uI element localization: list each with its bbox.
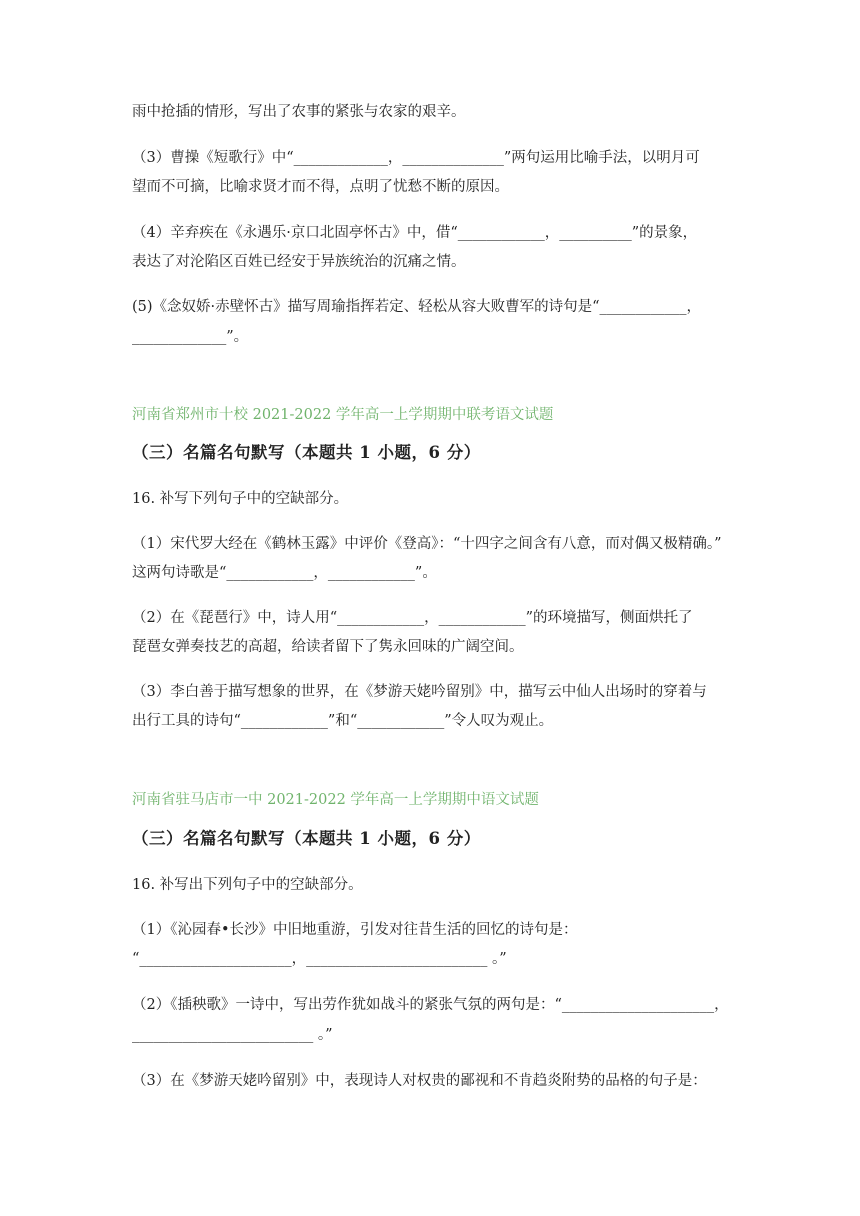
text-line: _________________________ 。” — [132, 1027, 333, 1043]
text-line: （3）曹操《短歌行》中“_____________，______________”两句运用比喻手法，以明月可 — [132, 150, 700, 166]
source-title: 河南省驻马店市一中 2021-2022 学年高一上学期期中语文试题 — [132, 792, 539, 808]
question-number: 16. 补写出下列句子中的空缺部分。 — [132, 877, 363, 893]
text-line: 琵琶女弹奏技艺的高超，给读者留下了隽永回味的广阔空间。 — [132, 639, 524, 655]
text-line: 表达了对沦陷区百姓已经安于异族统治的沉痛之情。 — [132, 254, 466, 270]
text-line: 这两句诗歌是“____________，____________”。 — [132, 565, 437, 581]
question-number: 16. 补写下列句子中的空缺部分。 — [132, 491, 349, 507]
text-line: （4）辛弃疾在《永遇乐·京口北固亭怀古》中，借“____________，__________”的景象， — [132, 225, 698, 241]
text-line: _____________”。 — [132, 329, 249, 345]
text-line: （2）在《琵琶行》中，诗人用“____________，____________”的环境描写，侧面烘托了 — [132, 610, 693, 626]
source-title: 河南省郑州市十校 2021-2022 学年高一上学期期中联考语文试题 — [132, 407, 554, 423]
text-line: 出行工具的诗句“____________”和“____________”令人叹为观止。 — [132, 713, 554, 729]
section-heading: （三）名篇名句默写（本题共 1 小题，6 分） — [132, 443, 481, 462]
text-line: (5)《念奴娇·赤壁怀古》描写周瑜指挥若定、轻松从容大败曹军的诗句是“____________， — [132, 299, 702, 315]
text-line: 雨中抢插的情形，写出了农事的紧张与农家的艰辛。 — [132, 104, 466, 120]
text-line: （1）宋代罗大经在《鹤林玉露》中评价《登高》：“十四字之间含有八意，而对偶又极精确。” — [132, 536, 722, 552]
text-line: （1）《沁园春•长沙》中旧地重游，引发对往昔生活的回忆的诗句是： — [132, 922, 578, 938]
text-line: （2）《插秧歌》一诗中，写出劳作犹如战斗的紧张气氛的两句是：“_____________________， — [132, 997, 729, 1013]
text-line: “_____________________，_________________________ 。” — [132, 951, 507, 967]
section-heading: （三）名篇名句默写（本题共 1 小题，6 分） — [132, 829, 481, 848]
text-line: （3）李白善于描写想象的世界，在《梦游天姥吟留别》中，描写云中仙人出场时的穿着与 — [132, 684, 707, 700]
text-line: （3）在《梦游天姥吟留别》中，表现诗人对权贵的鄙视和不肯趋炎附势的品格的句子是： — [132, 1073, 707, 1089]
text-line: 望而不可摘，比喻求贤才而不得，点明了忧愁不断的原因。 — [132, 179, 509, 195]
